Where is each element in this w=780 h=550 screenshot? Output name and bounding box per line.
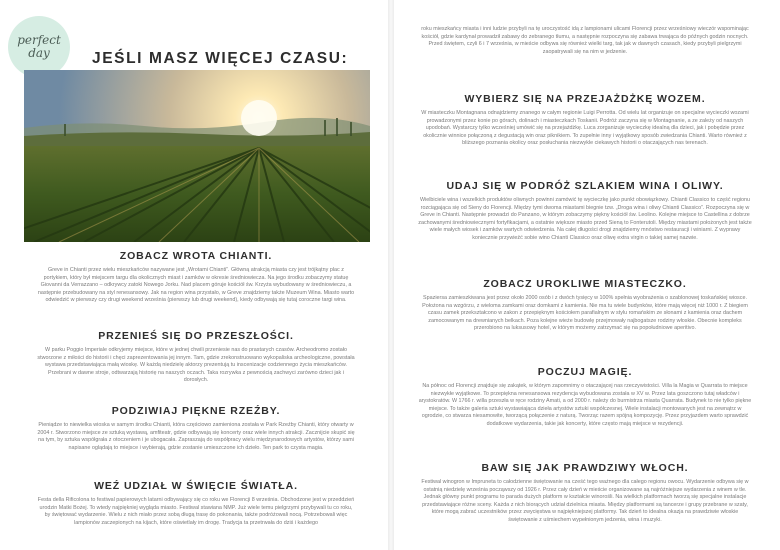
page-title: JEŚLI MASZ WIĘCEJ CZASU: xyxy=(92,50,349,67)
section-wine-route xyxy=(418,180,752,243)
badge-line-1: perfect xyxy=(17,33,61,47)
badge-line-2: day xyxy=(28,46,50,60)
section-body: Greve in Chianti przez wielu mieszkańców nazywane jest „Wrotami Chianti”. Główną atrakcją miasta czy jest trójkątny plac z portykiem, który był miejscem targu dla okolicznych miast i zamków w okresie średniowiecza. Na jego środku zobaczymy statuę Giovanni da Verrazzano – odkrywcy zatoki Nowego Jorku. Nad placem góruje kościół św. Krzyża wybudowany w średniowieczu, a następnie przebudowany na styl renesansowy. Jak na region wina przystało, w Greve znajdziemy także Muzeum Wina. Miasto warto odwiedzić w pierwszy czy drugi weekend września (pierwszy lub drugi weekend), kiedy odbywają się tutaj coroczne targi wina. xyxy=(37,267,355,304)
perfect-day-badge xyxy=(8,16,70,78)
section-charming-town xyxy=(418,278,752,333)
right-page xyxy=(392,0,780,550)
section-cart-ride xyxy=(418,93,752,148)
section-past xyxy=(36,330,356,385)
section-chianti-gate xyxy=(36,250,356,305)
section-heading: WYBIERZ SIĘ NA PRZEJAŻDŻKĘ WOZEM. xyxy=(464,93,706,105)
section-sculptures xyxy=(36,405,356,452)
section-heading: BAW SIĘ JAK PRAWDZIWY WŁOCH. xyxy=(481,462,689,474)
section-heading: PODZIWIAJ PIĘKNE RZEŹBY. xyxy=(111,405,281,417)
section-body: Spaziersa zamieszkiwana jest przez około 2000 osób i z dwóch tysięcy w 100% spełnia wyobrażenia o szablonowej toskańskiej wiosce. Położona na wzgórzu, z wieloma zamkami oraz domkami z kamienia. Nie ma tu wiele budynków, które mają więcej niż 1000 r. Z biegiem czasu zamek przekształcono w zakon z przepięknym kościołem parafialnym w stylu romańskim ze słonami z kamienia oraz dachem zamocowanym na drewnianych belkach. Poza kolejne wieże budowlę przejmowały najbogatsze rodziny włoskie. Obecnie kompleks przerobiono na luksusowy hotel, w którym możemy zatrzymać się na popołudniowe aperitivo. xyxy=(422,295,748,332)
section-heading: ZOBACZ WROTA CHIANTI. xyxy=(119,250,273,262)
section-body: W parku Poggio Imperiale odkryjemy miejsce, które w jednej chwili przeniesie nas do prastarych czasów. Archeodromo zostało stworzone z miłości do historii i chęci zaprezentowania jej innym. Tam, gdzie zrekonstruowano wykopaliska archeologiczne, powstała wystawa przedstawiająca małą wioskę. W każdą niedzielę aktorzy prezentują tu inscenizacje codziennego życia mieszkańców. Przebrani w dawne stroje, odtwarzają historię na naszych oczach. Taka rozrywka z pewnością zachwyci zarówno dzieci jak i dorosłych. xyxy=(37,347,355,384)
section-heading: UDAJ SIĘ W PODRÓŻ SZLAKIEM WINA I OLIWY. xyxy=(446,180,724,192)
section-body: Na północ od Florencji znajduje się zakątek, w którym zapomnimy o otaczającej nas rzeczywistości. Villa la Magia w Quarrata to miejsce niezwykłe wyjątkowe. To przepiękna renesansowa rezydencja wybudowana została w XV w. Przez lata goszczono tutaj władców i arystokratów. W 1766 r. willa przeszła w ręce rodziny Amati, a od 2000 r. należy do burmistrza miasta Quarrata. Budynek to nie tylko piękne miejsce. To także galeria sztuki wystawiająca dzieła artystów sztuki współczesnej. Wiele instalacji montowanych jest na zewnątrz w ogrodzie, co stwarza niesamowite, tworzącą połączenie z naturą. Tworząc razem spójną kompozycję. Przez przyjazdem warto sprawdzić dodatkowe wydarzenia, takie jak koncerty, które często mają miejsce w rezydencji. xyxy=(418,383,752,427)
section-heading: PRZENIEŚ SIĘ DO PRZESZŁOŚCI. xyxy=(98,330,294,342)
section-festival-of-light xyxy=(36,480,356,527)
section-body: Wielbiciele wina i wszelkich produktów oliwnych powinni zamówić tę wycieczkę jako punkt obowiązkowy. Chianti Classico to część regionu rozciągająca się od Sieny do Florencji. Między tymi dwoma miastami biegnie tzw. „Droga wina i oliwy Chianti Classico”. Rozpoczyna się w Greve in Chianti. Następnie prowadzi do Panzano, w którym zobaczymy piękny kościół św. Leolino. Kolejne miejsce to Castellina z dobrze zachowanymi średniowiecznymi fortyfikacjami, a ostatnie większe miasto przed Sieną to Fonterutoli. Między miastami położonych jest także wiele małych wiosek i zamków wartych odwiedzenia. Na całej długości drogi znajdziemy mnóstwo restauracji i winiarni. Z wyprawy koniecznie przywieźć sobie wino Chianti Classico oraz oliwę extra virgin o takiej samej nazwie. xyxy=(418,197,752,241)
section-body: roku mieszkańcy miasta i inni ludzie przybyli na tę uroczystość idą z lampionami ulicami Florencji przez wrześniowy wieczór wspominając kościół, gdzie kardynał prowadził zabawy do zebranego tłumu, a następnie rozpoczyna się zabawa trwająca do późnych godzin nocnych. Przed świętem, czyli 6 i 7 września, w mieście odbywa się również wielki targ, tak jak w dawnych czasach, kiedy przybyli pielgrzymi zaopatrywali się na nim w jedzenie. xyxy=(421,26,749,55)
section-heading: ZOBACZ UROKLIWE MIASTECZKO. xyxy=(483,278,687,290)
section-body: Pieniądze to niewielka wioska w samym środku Chianti, która częściowo zamieniona została w Park Rzeźby Chianti, który otwarty w 2004 r. Stworzono miejsce ze sztuką wystawą, amfiteatr, gdzie odbywają się koncerty oraz wiele innych atrakcji. Zacznijcie skupić się na tym, by sztuka współgrała z otoczeniem i je ubogacała. Zapraszają do współpracy wielu międzynarodowych artystów, którzy sami napisane oglądają to miejsce i wybierają, gdzie zostanie umieszczone ich dzieło. Ten park to czysta magia. xyxy=(37,422,355,451)
section-heading: POCZUJ MAGIĘ. xyxy=(537,366,633,378)
section-italian-party xyxy=(418,462,752,525)
section-body: Festa della Rificolona to festiwal papierowych latarni odbywający się co roku we Florencji 8 września. Obchodzone jest w przeddzień urodzin Matki Bożej. To wtedy najpiękniej wygląda miasto. Festiwal stawiana NMP. Już wiele temu pielgrzymi przybywali tu co roku, by świętować wydarzenie. Wielu z nich miało przez sobą długą trasę do pokonania, także podróżowali nocą. Potrzebowali więc lampionów zaczepionych na kijach, które oświetlały im drogę. Tradycja ta przetrwała do dziś i każdego xyxy=(37,497,355,526)
section-body: W miasteczku Montagnana odnajdziemy znanego w całym regionie Luigi Perrotta. Od wielu lat organizuje on specjalne wycieczki wozami prowadzonymi przez konie po górach, dolinach i miasteczkach Toskanii. Podróż zaczyna się w Montagnanie, a ze zależy od naszych upodobań. Wystarczy tylko wcześniej umówić się na przejażdżkę. Luca zorganizuje wycieczkę idealną dla dzieci, jak i pobędzie przez okolicznie winnice połączoną z degustacją win oraz piknikiem. To zupełnie inny i wyjątkowy sposób zwiedzania Chianti. Warto również z bliższego poznania okolicy oraz posłuchania niezwykle ciekawych historii o otaczających nas terenach. xyxy=(421,110,749,147)
section-body: Festiwal winogron w Impruneta to całodzienne świętowanie na cześć tego ważnego dla całego regionu owocu. Wydarzenie odbywa się w ostatnią niedzielę września począwszy od 1926 r. Przez cały dzień w mieście organizowane są najróżniejsze wydarzenia z winem w tle. Jednak główny punkt programu to parada dużych platform w kształcie winorośli. Na wielkich platformach tworzą się specjalne instalacje przedstawiające różne sceny. Każda z nich biorących udział dzielnica miasta. Między platformami są tancerze i grupy przebrane w szaty, które mogą zabrać uczestników przez zwycięstwa w najpiękniejszej platformy. Tak dzień to idealna okazja na prawdziwie włoskie świętowanie z uśmiechem wypełnionym jedzenia, wina i muzyki. xyxy=(421,479,749,523)
section-magic xyxy=(418,366,752,429)
section-continued xyxy=(418,26,752,56)
vineyard-sunset-photo xyxy=(24,70,370,242)
section-heading: WEŹ UDZIAŁ W ŚWIĘCIE ŚWIATŁA. xyxy=(94,480,298,492)
